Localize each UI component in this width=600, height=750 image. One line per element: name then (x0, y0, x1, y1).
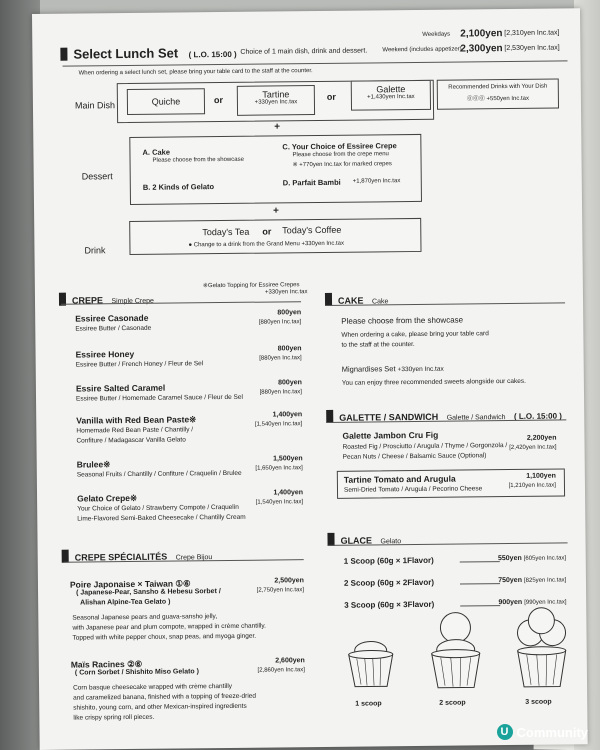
cup1-label: 1 scoop (355, 700, 382, 708)
galette-box (351, 80, 431, 111)
specialites-title: CREPE SPÉCIALITÉS (74, 551, 168, 563)
crepe-item-tax: [880yen Inc.tax] (259, 355, 302, 362)
section-bar-icon (60, 48, 67, 61)
one-scoop-cup-icon (340, 630, 401, 691)
glace-title: GLACE (340, 535, 373, 546)
mign-name: Mignardises Set (341, 364, 396, 374)
cup3-label: 3 scoop (525, 698, 552, 706)
recommended-drinks-price (438, 92, 558, 102)
glace-sub: Gelato (380, 538, 402, 546)
community-logo (497, 724, 589, 740)
spec1-sub2: Alishan Alpine-Tea Gelato ) (80, 598, 171, 607)
u-logo-icon: U (497, 724, 513, 740)
crepe-item-desc: Essiree Butter / Homemade Caramel Sauce / Fleur de Sel (75, 393, 243, 403)
glace-heading (327, 530, 401, 549)
quiche-label: Quiche (151, 96, 181, 107)
tartine-label: Tartine (262, 89, 290, 100)
lunch-subtitle: Choice of 1 main dish, drink and dessert. (240, 47, 368, 56)
galette1-desc-line: Pecan Nuts / Cheese / Balsamic Sauce (Optional) (342, 452, 487, 461)
crepe-item-name: Gelato Crepe※ (77, 492, 138, 504)
galette2-price: 1,100yen (526, 472, 556, 480)
crepe-item-price: 1,500yen (273, 455, 303, 463)
dessert-parfait-tax: +1,870yen Inc.tax (352, 178, 401, 185)
spec2-desc-line: like crispy spring roll pieces. (73, 713, 155, 722)
galette1-desc (343, 441, 508, 463)
drink-note-text: ● Change to a drink from the Grand Menu (188, 241, 300, 249)
weekend-label: Weekend (includes appetizer) (382, 46, 462, 54)
cake-choose: Please choose from the showcase (341, 315, 464, 326)
drink-coffee: Today's Coffee (282, 224, 342, 236)
galette-sub: Galette / Sandwich (446, 414, 506, 422)
drink-box (129, 218, 421, 255)
glace-row-tax: [990yen Inc.tax] (524, 599, 567, 606)
crepe-item-tax: [880yen Inc.tax] (258, 319, 302, 326)
crepe-item-desc: Lime-Flavored Semi-Baked Cheesecake / Chantilly Cream (77, 513, 246, 523)
spec2-sub: ( Corn Sorbet / Shishito Miso Gelato ) (74, 668, 199, 677)
plus-icon-1: + (274, 121, 281, 133)
crepe-topping-tax: +330yen Inc.tax (264, 289, 308, 296)
lunch-lo: ( L.O. 15:00 ) (188, 49, 237, 60)
galette2-name: Tartine Tomato and Arugula (343, 473, 456, 485)
menu-page (32, 8, 588, 750)
crepe-item-tax: [1,650yen Inc.tax] (255, 465, 303, 472)
cup2-label: 2 scoop (439, 699, 466, 707)
crepe-title: CREPE (71, 295, 104, 306)
weekend-tax: [2,530yen Inc.tax] (504, 44, 560, 53)
glace-row-name: 1 Scoop (60g × 1Flavor) (343, 555, 434, 566)
spec1-desc-line: Topped with white pepper choux, snap peas, and myoga ginger. (72, 632, 257, 642)
dessert-crepe-note: ※ +770yen Inc.tax for marked crepes (292, 161, 392, 169)
crepe-item-price: 800yen (278, 379, 302, 387)
crepe-item-name: Brulee※ (76, 459, 111, 470)
galette-heading (326, 405, 562, 425)
dessert-crepe-desc: Please choose from the crepe menu (292, 151, 389, 159)
glace-row-price: 750yen (498, 576, 522, 585)
spec1-name: Poire Japonaise × Taiwan ①⑥ (69, 578, 191, 590)
dessert-gelato: B. 2 Kinds of Gelato (142, 182, 215, 192)
spec1-sub1: ( Japanese-Pear, Sansho & Hebesu Sorbet / (76, 588, 221, 597)
allergen-icons: ⓪⓪⓪ (466, 96, 487, 103)
weekend-price: 2,300yen (460, 43, 503, 55)
mign-tax: +330yen Inc.tax (397, 365, 444, 374)
spec2-desc-line: Corn basque cheesecake wrapped with crème chantilly (73, 682, 233, 692)
tartine-item-box (337, 468, 565, 498)
main-dish-label: Main Dish (74, 100, 116, 111)
spec2-desc-line: and caramelized banana, finished with a topping of freeze-dried (73, 692, 257, 702)
crepe-item-desc: Seasonal Fruits / Chantilly / Confiture / Craquelin / Brulee (76, 469, 242, 479)
crepe-item-price: 1,400yen (273, 489, 304, 497)
crepe-item-name: Essiree Honey (75, 348, 135, 360)
glace-row-tax: [825yen Inc.tax] (523, 577, 567, 584)
specialites-heading (62, 546, 213, 566)
crepe-item-tax: [880yen Inc.tax] (259, 389, 303, 396)
crepe-item-desc: Essiree Butter / French Honey / Fleur de Sel (75, 360, 204, 369)
crepe-item-price: 800yen (277, 309, 302, 317)
tartine-box (237, 85, 315, 116)
galette-title: GALETTE / SANDWICH (339, 411, 439, 423)
galette1-tax: [2,420yen Inc.tax] (509, 444, 557, 452)
crepe-heading (59, 290, 154, 309)
galette1-desc-line: Roasted Fig / Prosciutto / Arugula / Thyme / Gorgonzola / (342, 442, 508, 451)
or-main-1: or (213, 95, 223, 106)
plus-icon-2: + (273, 205, 279, 217)
cake-sub: Cake (371, 298, 389, 306)
lunch-title: Select Lunch Set (73, 45, 179, 62)
dessert-box (129, 134, 422, 205)
galette-lo: ( L.O. 15:00 ) (513, 411, 562, 421)
spec1-desc-line: with Japanese pear and plum compote, wrapped in crème chantilly. (72, 622, 267, 632)
glace-row-price: 550yen (497, 554, 522, 563)
crepe-item-desc: Essiree Butter / Casonade (75, 324, 152, 333)
glace-row-price: 900yen (498, 598, 523, 607)
or-main-2: or (326, 91, 336, 102)
dessert-crepe: C. Your Choice of Essiree Crepe (282, 141, 397, 152)
quiche-box (127, 88, 205, 115)
crepe-item-tax: [1,540yen Inc.tax] (254, 421, 303, 428)
specialites-sub: Crepe Bijou (175, 554, 213, 562)
galette1-price: 2,200yen (526, 434, 557, 442)
crepe-item-desc: Homemade Red Bean Paste / Chantilly / (76, 426, 194, 435)
cake-note-line: to the staff at the counter. (341, 341, 415, 349)
tartine-tax: +330yen Inc.tax (254, 99, 298, 106)
galette-tax: +1,430yen Inc.tax (367, 93, 415, 101)
crepe-item-price: 1,400yen (272, 411, 303, 419)
crepe-item-name: Vanilla with Red Bean Paste※ (76, 414, 197, 426)
mign-line (342, 364, 444, 374)
drink-tea: Today's Tea (202, 226, 250, 238)
dessert-cake: A. Cake (142, 147, 171, 157)
mign-desc: You can enjoy three recommended sweets alongside our cakes. (341, 377, 526, 387)
cake-title: CAKE (337, 295, 364, 306)
drink-note (188, 241, 344, 249)
galette1-name: Galette Jambon Cru Fig (342, 429, 439, 441)
dessert-label: Dessert (81, 171, 113, 182)
cake-heading (325, 290, 388, 309)
crepe-item-name: Essire Salted Caramel (75, 382, 166, 394)
spec2-tax: [2,860yen Inc.tax] (257, 667, 305, 674)
crepe-item-name: Essiree Casonade (75, 312, 149, 324)
lunch-note: When ordering a select lunch set, please bring your table card to the staff at the counter. (78, 68, 313, 77)
galette-label: Galette (376, 84, 406, 95)
galette2-tax: [1,210yen Inc.tax] (508, 482, 556, 490)
crepe-item-tax: [1,540yen Inc.tax] (255, 499, 304, 506)
recommended-drinks-box (437, 78, 559, 109)
spec1-desc-line: Seasonal Japanese pears and guava-sansho jelly, (72, 613, 218, 622)
glace-row-name: 3 Scoop (60g × 3Flavor) (344, 599, 435, 610)
weekdays-tax: [2,310yen Inc.tax] (504, 29, 560, 38)
spec1-tax: [2,750yen Inc.tax] (256, 587, 305, 594)
three-scoop-cup-icon (508, 604, 575, 689)
weekdays-price: 2,100yen (460, 28, 503, 40)
two-scoop-cup-icon (422, 605, 489, 690)
or-drink: or (262, 226, 272, 237)
spec2-price: 2,600yen (275, 657, 305, 665)
spec2-name: Maïs Racines ②⑥ (70, 658, 143, 670)
glace-row-tax: [605yen Inc.tax] (523, 555, 567, 562)
spec2-desc (73, 682, 256, 724)
cake-note (341, 329, 489, 351)
crepe-item-desc: Confiture / Madagascar Vanilla Gelato (76, 436, 186, 445)
dessert-parfait: D. Parfait Bambi (282, 177, 341, 188)
crepe-item-price: 800yen (277, 345, 302, 353)
crepe-topping-note: ※Gelato Topping for Essiree Crepes (202, 282, 300, 290)
crepe-sub: Simple Crepe (111, 297, 154, 306)
recommended-drinks-label: Recommended Drinks with Your Dish (448, 83, 548, 91)
cake-note-line: When ordering a cake, please bring your table card (341, 330, 489, 339)
crepe-item-desc: Your Choice of Gelato / Strawberry Compote / Craquelin (77, 503, 239, 513)
drink-label: Drink (84, 245, 106, 256)
drink-note-tax: +330yen Inc.tax (301, 240, 345, 248)
watermark-text: Community (516, 724, 588, 740)
glace-row-name: 2 Scoop (60g × 2Flavor) (343, 577, 435, 588)
spec1-price: 2,500yen (274, 577, 304, 585)
galette2-desc: Semi-Dried Tomato / Arugula / Pecorino Cheese (343, 485, 483, 494)
spec1-desc (72, 612, 266, 644)
lunch-heading (60, 44, 236, 64)
recommended-drinks-tax: +550yen Inc.tax (486, 95, 530, 103)
spec2-desc-line: shishito, young corn, and other Mexican-inspired ingredients (73, 702, 247, 712)
dessert-cake-desc: Please choose from the showcase (152, 156, 244, 164)
weekdays-label: Weekdays (422, 31, 451, 38)
